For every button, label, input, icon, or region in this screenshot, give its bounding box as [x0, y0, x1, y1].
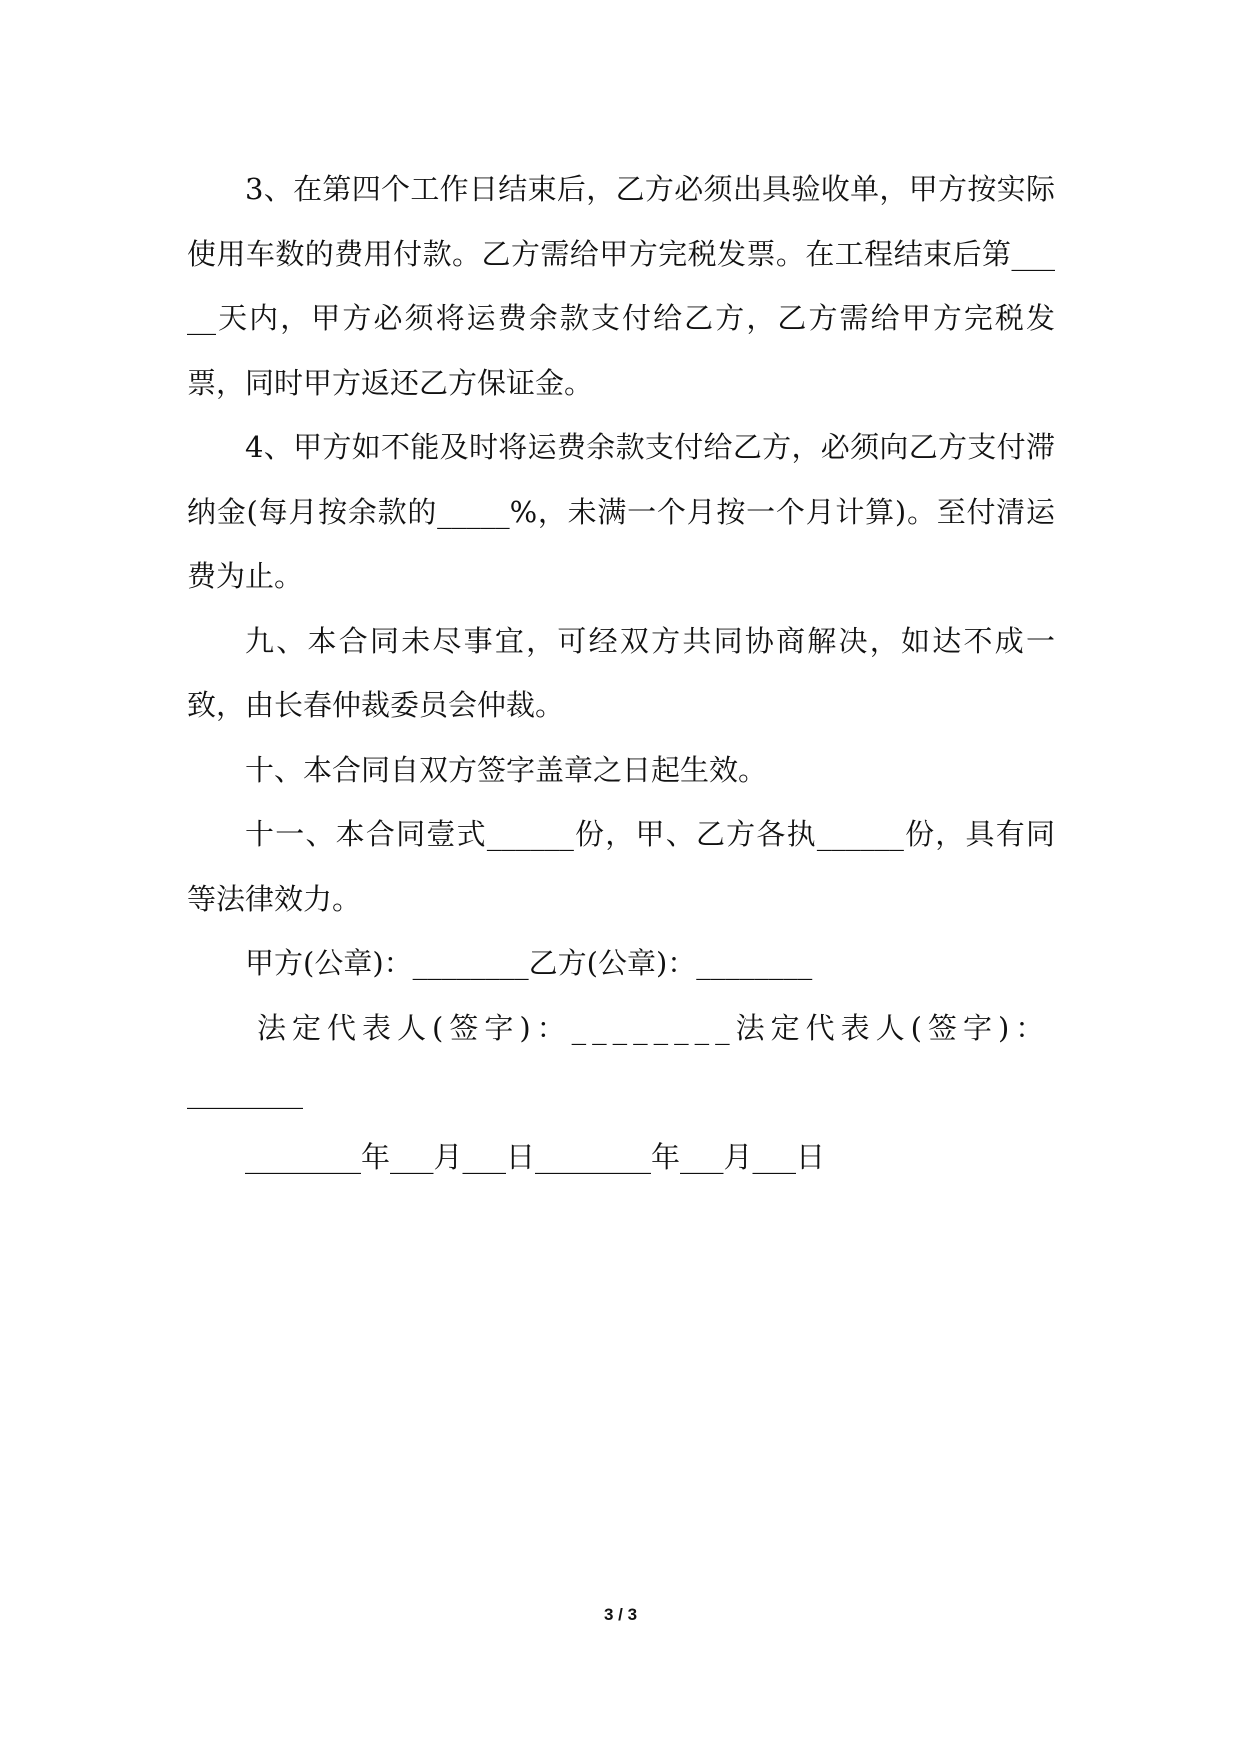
clause-ten-paragraph: 十、本合同自双方签字盖章之日起生效。 [245, 752, 768, 787]
clause-4-paragraph: 4、甲方如不能及时将运费余款支付给乙方，必须向乙方支付滞纳金(每月按余款的_____%，未满一个月按一个月计算)。至付清运费为止。 [187, 430, 1055, 593]
page-number: 3 / 3 [603, 1605, 638, 1624]
legal-representative-line: 法定代表人(签字)：________法定代表人(签字)： [257, 1010, 1051, 1045]
clause-nine-paragraph: 九、本合同未尽事宜，可经双方共同协商解决，如达不成一致，由长春仲裁委员会仲裁。 [187, 623, 1055, 722]
document-body [187, 157, 1055, 1189]
legal-representative-blank: ________ [187, 1075, 303, 1109]
clause-eleven-paragraph: 十一、本合同壹式______份，甲、乙方各执______份，具有同等法律效力。 [187, 817, 1055, 916]
clause-3-paragraph: 3、在第四个工作日结束后，乙方必须出具验收单，甲方按实际使用车数的费用付款。乙方需给甲方完税发票。在工程结束后第_____天内，甲方必须将运费余款支付给乙方，乙方需给甲方完税发票，同时甲方返还乙方保证金。 [187, 172, 1055, 400]
seal-line: 甲方(公章)：________乙方(公章)：________ [245, 946, 813, 980]
date-line: ________年___月___日________年___月___日 [245, 1139, 826, 1174]
